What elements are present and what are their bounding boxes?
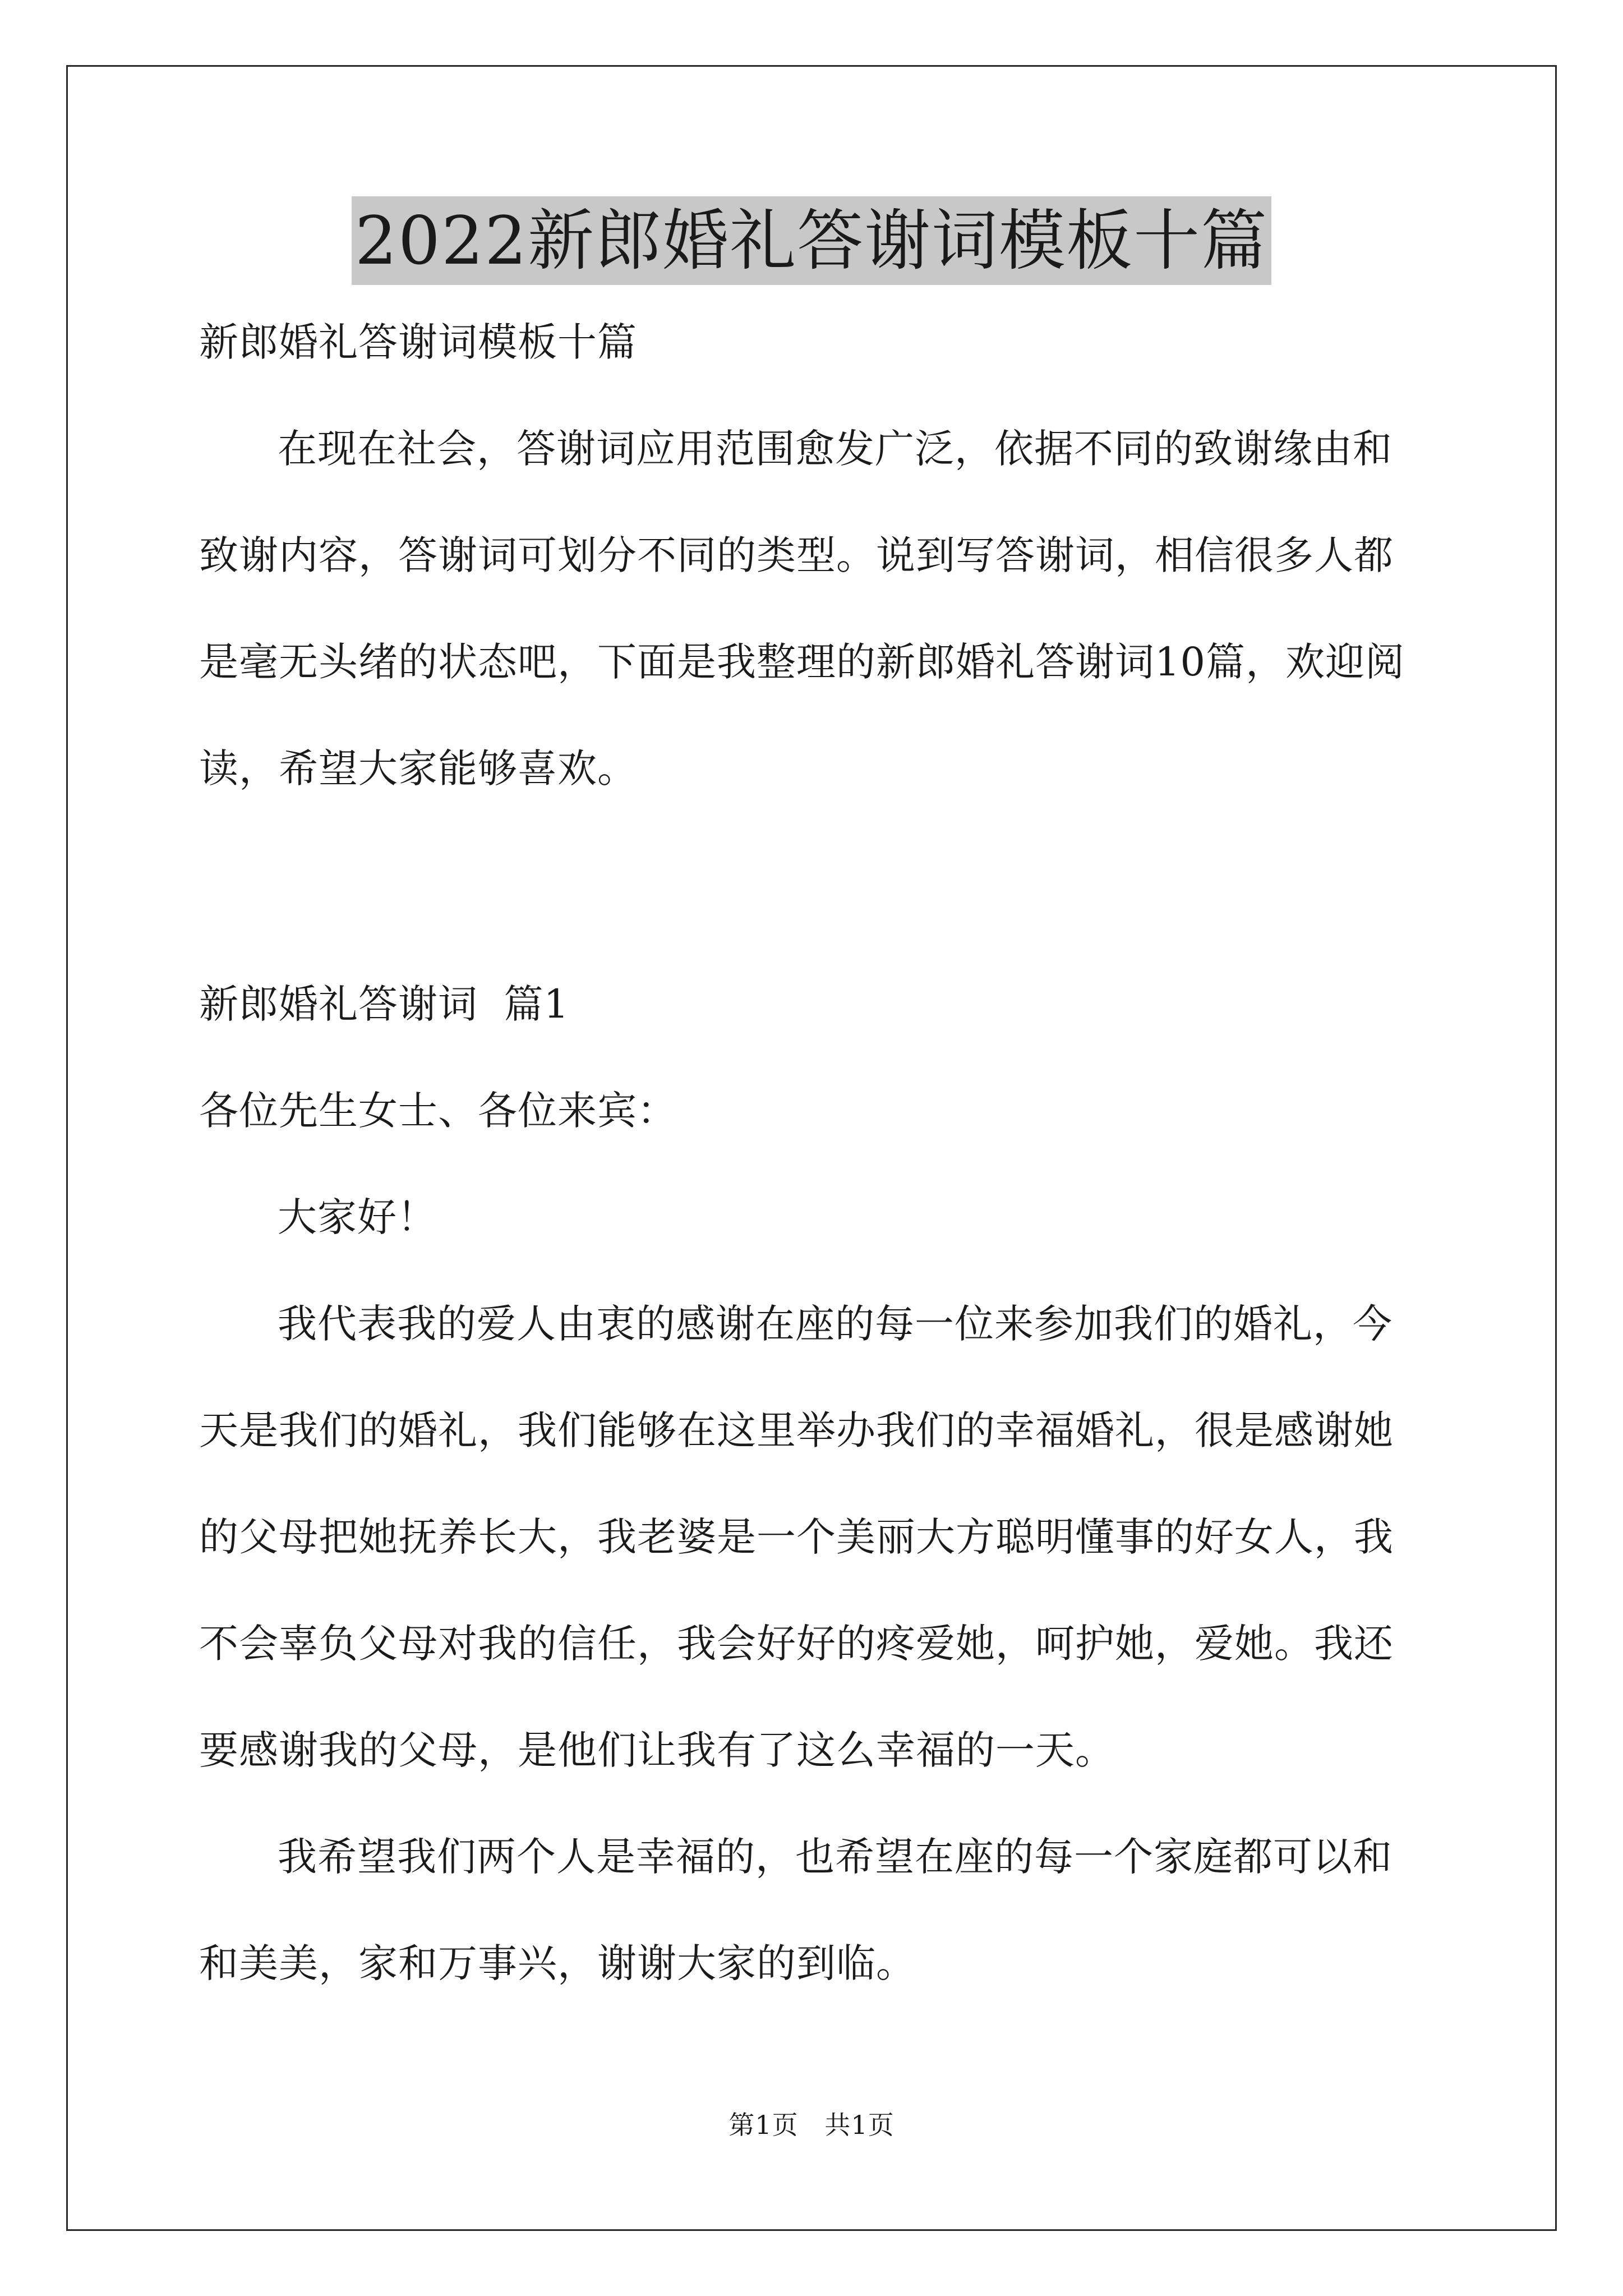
- paragraph-line: 和美美，家和万事兴，谢谢大家的到临。: [199, 1940, 916, 1986]
- salutation: 各位先生女士、各位来宾：: [199, 1088, 677, 1134]
- page-number: 第1页 共1页: [728, 2110, 895, 2140]
- paragraph-line: 要感谢我的父母，是他们让我有了这么幸福的一天。: [199, 1727, 1115, 1773]
- greeting: 大家好！: [278, 1194, 437, 1240]
- intro-line: 在现在社会，答谢词应用范围愈发广泛，依据不同的致谢缘由和: [278, 426, 1393, 472]
- title-container: [0, 196, 1623, 285]
- paragraph-line: 我代表我的爱人由衷的感谢在座的每一位来参加我们的婚礼，今: [278, 1301, 1393, 1347]
- intro-line: 读，希望大家能够喜欢。: [199, 746, 637, 792]
- paragraph-line: 我希望我们两个人是幸福的，也希望在座的每一个家庭都可以和: [278, 1834, 1393, 1880]
- document-title: 2022新郎婚礼答谢词模板十篇: [352, 196, 1271, 285]
- page-border: [66, 65, 1557, 2231]
- paragraph-line: 不会辜负父母对我的信任，我会好好的疼爱她，呵护她，爱她。我还: [199, 1621, 1394, 1667]
- intro-line: 是毫无头绪的状态吧，下面是我整理的新郎婚礼答谢词10篇，欢迎阅: [199, 639, 1405, 685]
- page-footer: [0, 2108, 1623, 2142]
- subtitle: 新郎婚礼答谢词模板十篇: [199, 319, 637, 365]
- paragraph-line: 天是我们的婚礼，我们能够在这里举办我们的幸福婚礼，很是感谢她: [199, 1407, 1394, 1453]
- intro-line: 致谢内容，答谢词可划分不同的类型。说到写答谢词，相信很多人都: [199, 532, 1394, 578]
- section-heading: 新郎婚礼答谢词 篇1: [199, 981, 570, 1027]
- paragraph-line: 的父母把她抚养长大，我老婆是一个美丽大方聪明懂事的好女人，我: [199, 1514, 1394, 1560]
